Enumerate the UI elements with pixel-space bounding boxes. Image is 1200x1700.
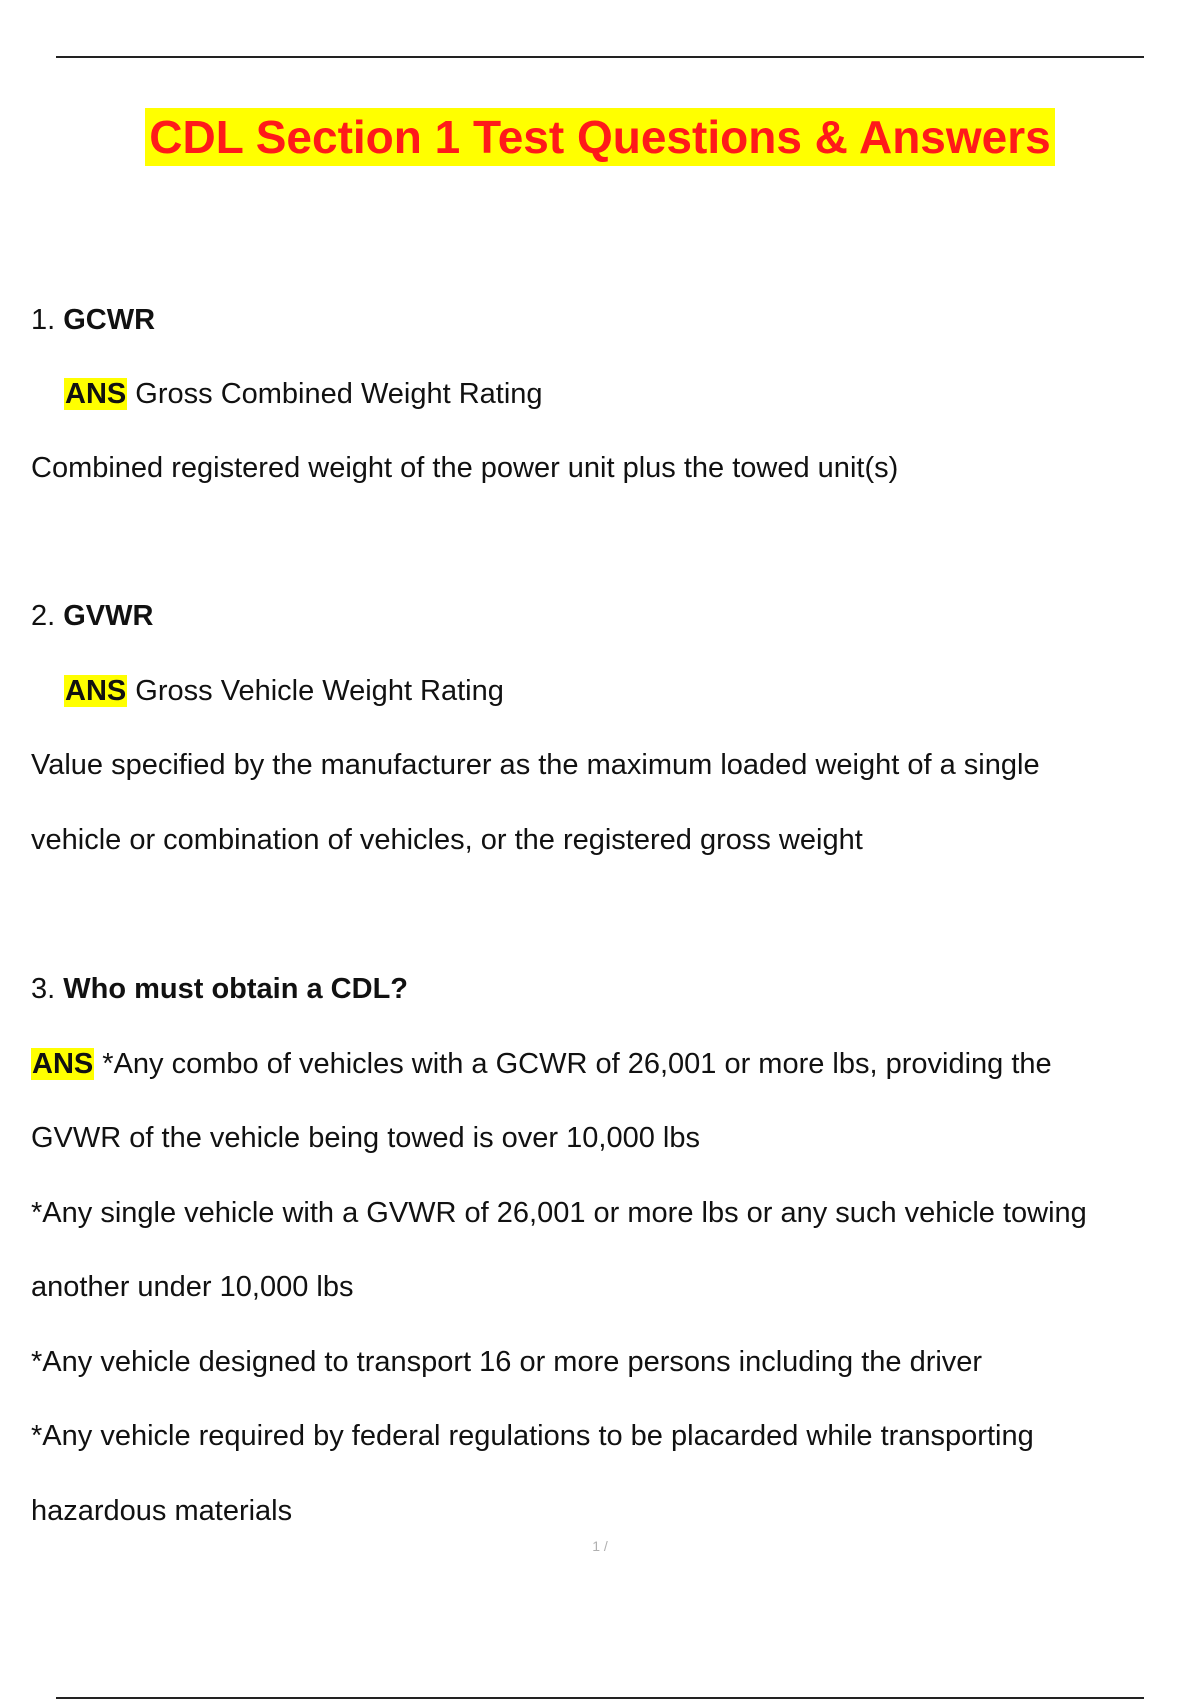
answer-1-line-2: Combined registered weight of the power unit plus the towed unit(s)	[31, 452, 899, 484]
question-number: 1.	[31, 304, 56, 336]
ans-label: ANS	[65, 675, 127, 707]
top-rule	[56, 56, 1144, 58]
answer-text: Gross Vehicle Weight Rating	[135, 675, 504, 707]
answer-3-line-4: another under 10,000 lbs	[31, 1271, 354, 1303]
document-title: CDL Section 1 Test Questions & Answers	[145, 108, 1054, 166]
question-number: 3.	[31, 973, 56, 1005]
page-number: 1 /	[592, 1538, 608, 1554]
answer-3-line-5: *Any vehicle designed to transport 16 or more persons including the driver	[31, 1346, 983, 1378]
answer-3-line-6: *Any vehicle required by federal regulations to be placarded while transporting	[31, 1420, 1034, 1452]
question-3	[31, 971, 408, 1007]
answer-1-line-1	[64, 376, 543, 412]
bottom-rule	[56, 1697, 1144, 1699]
answer-3-line-7: hazardous materials	[31, 1495, 293, 1527]
answer-2-line-1	[64, 673, 504, 709]
question-2	[31, 598, 153, 634]
answer-text: Gross Combined Weight Rating	[135, 378, 543, 410]
ans-label: ANS	[65, 378, 127, 410]
question-text: GCWR	[63, 304, 156, 336]
ans-label: ANS	[32, 1048, 94, 1080]
question-number: 2.	[31, 600, 56, 632]
answer-2-line-2: Value specified by the manufacturer as the maximum loaded weight of a single	[31, 749, 1040, 781]
question-text: Who must obtain a CDL?	[63, 973, 408, 1005]
answer-3-line-1	[31, 1046, 1052, 1082]
question-1	[31, 302, 155, 338]
title-container	[0, 108, 1200, 166]
question-text: GVWR	[63, 600, 154, 632]
answer-3-line-3: *Any single vehicle with a GVWR of 26,001 or more lbs or any such vehicle towing	[31, 1197, 1087, 1229]
answer-text: *Any combo of vehicles with a GCWR of 26,001 or more lbs, providing the	[102, 1048, 1052, 1080]
answer-3-line-2: GVWR of the vehicle being towed is over 10,000 lbs	[31, 1122, 700, 1154]
answer-2-line-3: vehicle or combination of vehicles, or the registered gross weight	[31, 824, 863, 856]
